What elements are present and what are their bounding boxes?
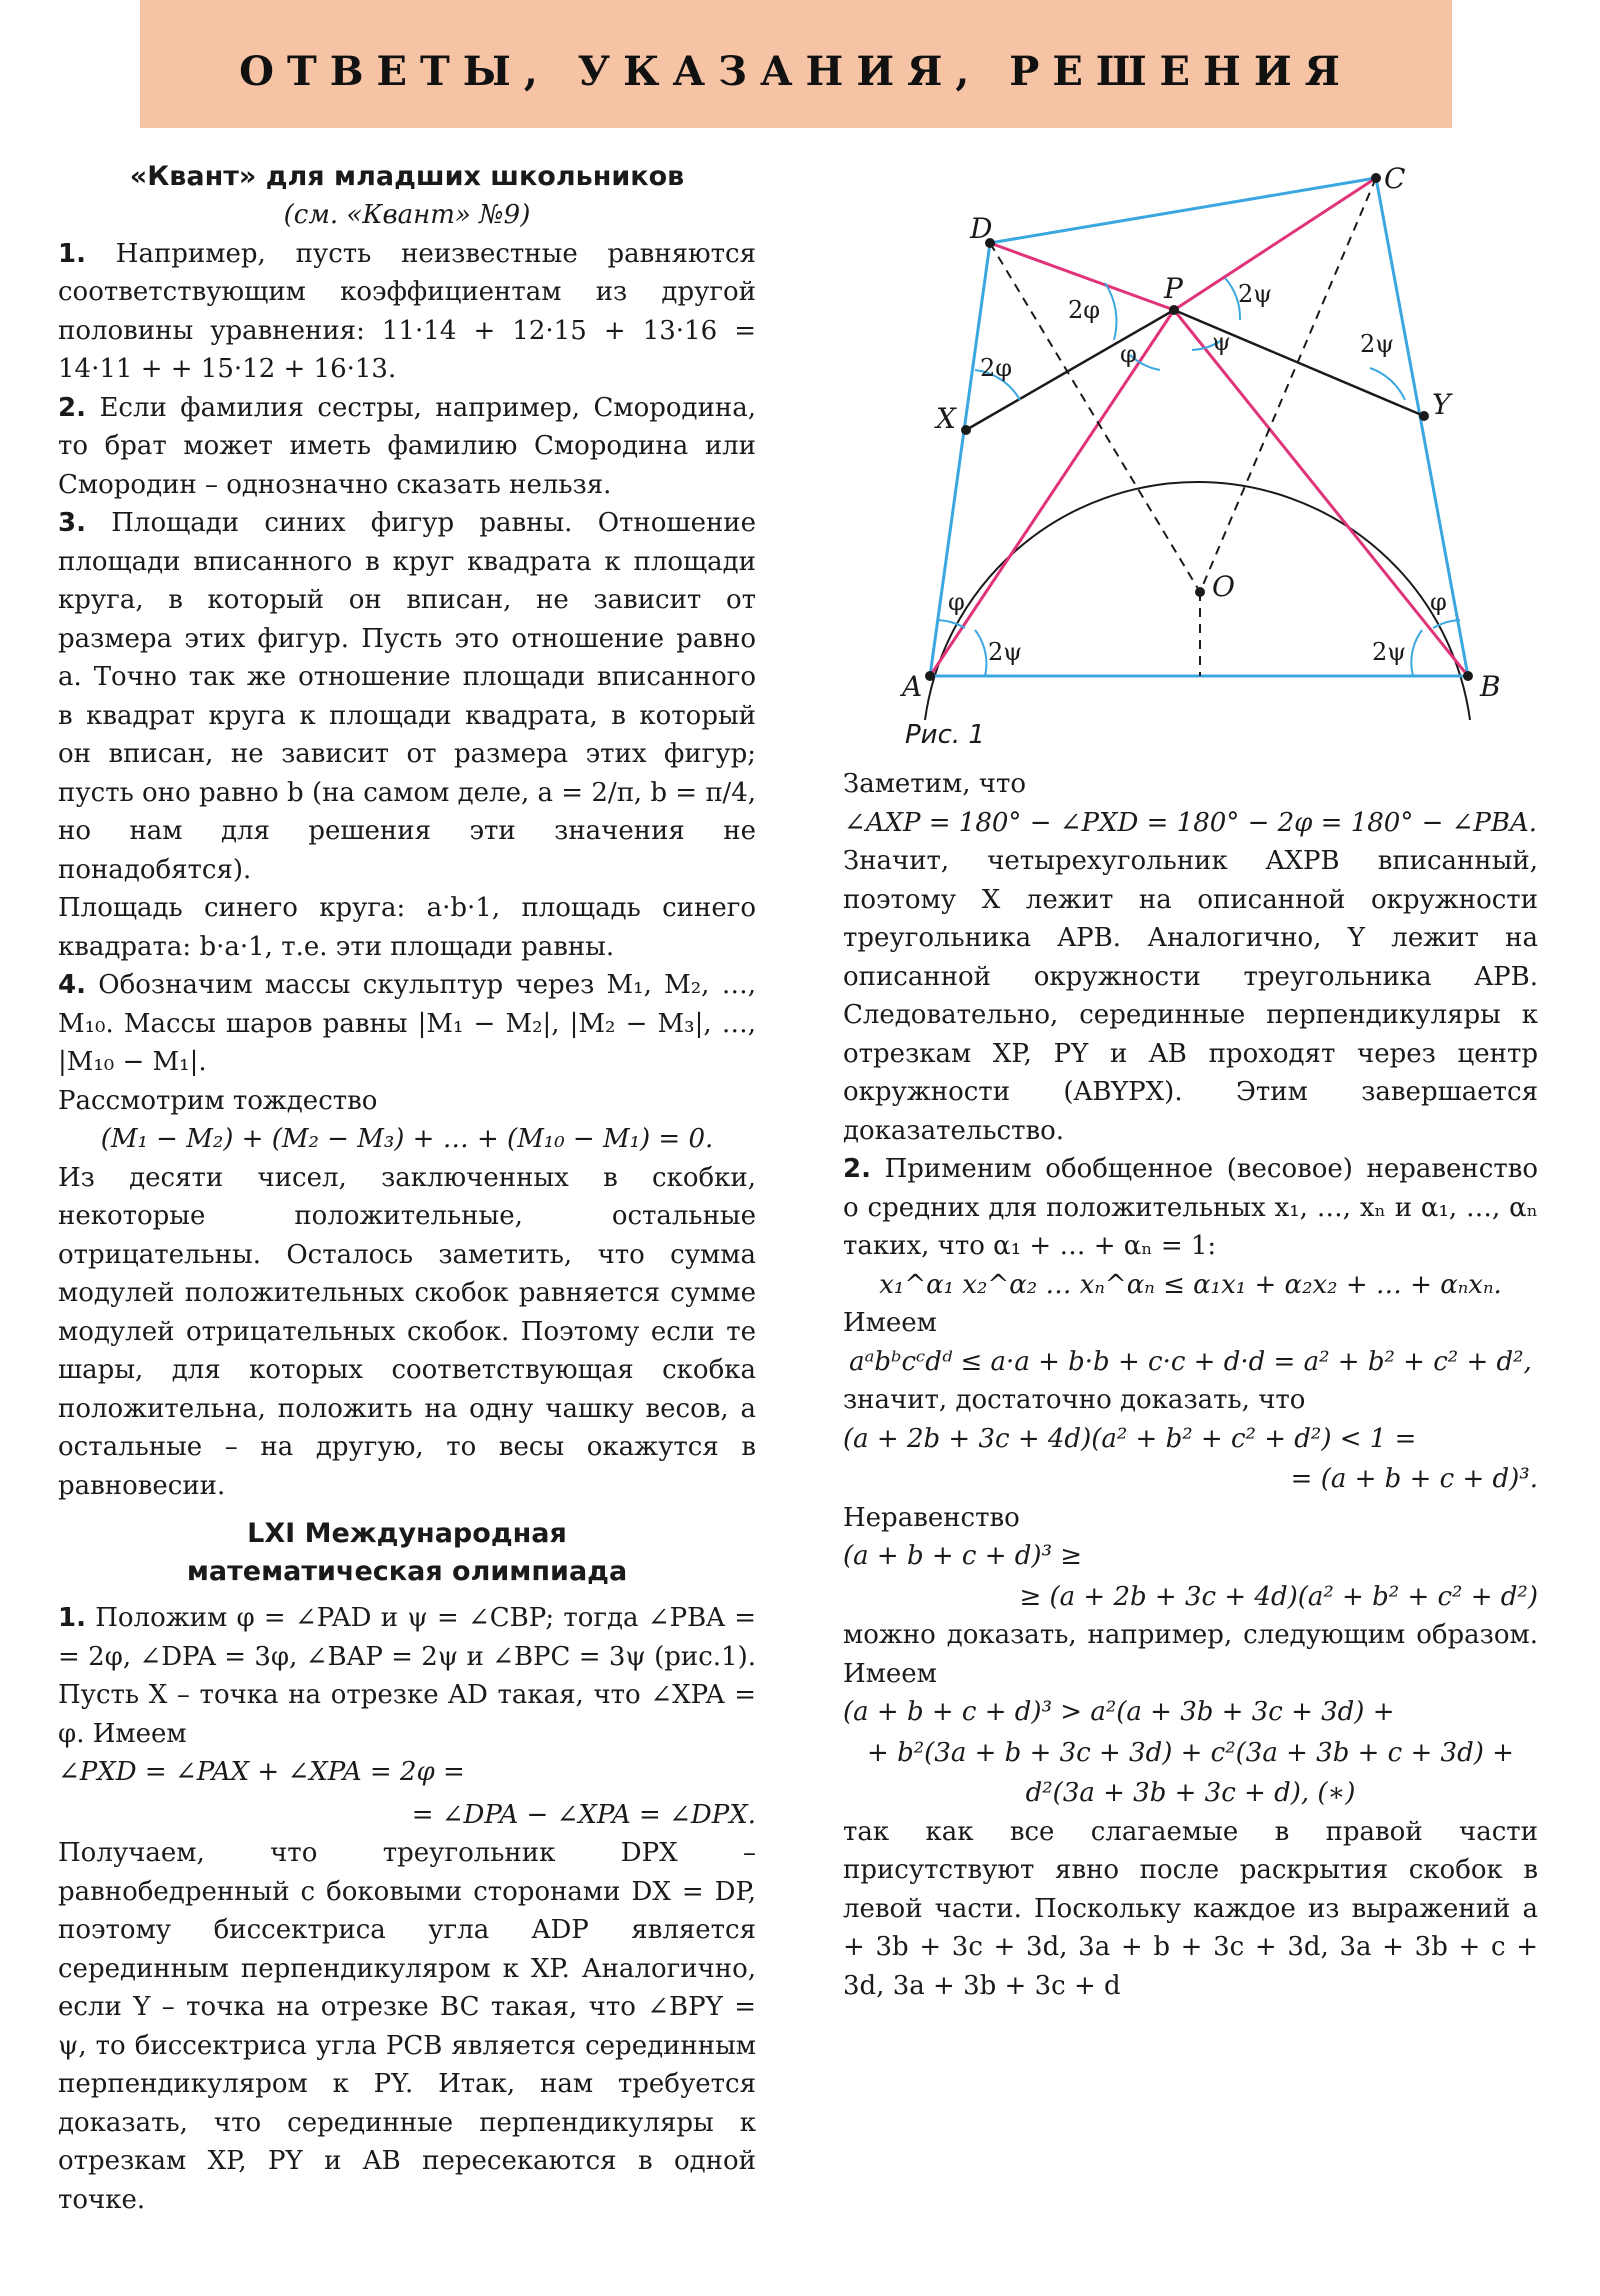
- kvant-section-subtitle: (см. «Квант» №9): [283, 200, 531, 230]
- item-number: 1.: [58, 1603, 86, 1633]
- formula-7a: (a + b + c + d)³ > a²(a + 3b + 3c + 3d) +: [843, 1697, 1395, 1727]
- segment-cp: [1174, 178, 1376, 310]
- kvant-section-title: «Квант» для младших школьников: [129, 161, 685, 192]
- circumcircle-arc: [925, 482, 1470, 720]
- label-a: A: [902, 670, 923, 703]
- label-y: Y: [1432, 388, 1451, 421]
- kvant-consider: Рассмотрим тождество: [58, 1085, 378, 1116]
- item-number: 3.: [58, 508, 86, 538]
- kvant-identity: (M₁ − M₂) + (M₂ − M₃) + … + (M₁₀ − M₁) = 0.: [100, 1124, 714, 1154]
- figure-caption: Рис. 1: [905, 720, 985, 750]
- formula-5a: (a + 2b + 3c + 4d)(a² + b² + c² + d²) < 1 =: [843, 1423, 1417, 1454]
- formula-3: x₁^α₁ x₂^α₂ … xₙ^αₙ ≤ α₁x₁ + α₂x₂ + … + αₙxₙ.: [879, 1269, 1502, 1300]
- point-x-dot: [961, 425, 971, 435]
- paragraph-5: так как все слагаемые в правой части присутствуют явно после раскрытия скобок в левой части. Поскольку каждое из выражений a + 3b + 3c + 3d, 3a + b + 3c + 3d, 3a + 3b + c + 3d, 3a + 3b + 3c + d: [843, 1816, 1538, 2001]
- segment-bp: [1174, 310, 1468, 676]
- angle-arc: [1411, 630, 1422, 676]
- item-text: Применим обобщенное (весовое) неравенство о средних для положительных x₁, …, xₙ и α₁, …, αₙ таких, что α₁ + … + αₙ = 1:: [843, 1154, 1538, 1261]
- segment-py: [1174, 310, 1424, 416]
- formula-7c: d²(3a + 3b + 3c + d), (∗): [1025, 1778, 1356, 1808]
- item-text: Положим φ = ∠PAD и ψ = ∠CBP; тогда ∠PBA = = 2φ, ∠DPA = 3φ, ∠BAP = 2ψ и ∠BPC = 3ψ (рис.1). Пусть X – точка на отрезке AD такая, что ∠XPA = φ. Имеем: [58, 1603, 756, 1749]
- label-o: O: [1212, 570, 1235, 603]
- angle-label-2psi: 2ψ: [1372, 638, 1407, 666]
- item-number: 2.: [843, 1154, 871, 1184]
- proof-text: можно доказать, например, следующим образом. Имеем: [843, 1620, 1538, 1689]
- point-c-dot: [1371, 173, 1381, 183]
- header-band: [140, 0, 1452, 128]
- enough: значит, достаточно доказать, что: [843, 1385, 1306, 1415]
- segment-ap: [930, 310, 1174, 676]
- imo-formula-1a: ∠PXD = ∠PAX + ∠XPA = 2φ =: [58, 1757, 465, 1787]
- imo-section-title-1: LXI Международная: [247, 1518, 567, 1549]
- angle-arc: [975, 630, 986, 676]
- angle-label-2phi: 2φ: [980, 354, 1013, 382]
- point-b-dot: [1463, 671, 1473, 681]
- angle-arc: [1105, 283, 1117, 340]
- angle-label-2psi: 2ψ: [988, 638, 1023, 666]
- item-text: Например, пусть неизвестные равняются соответствующим коэффициентам из другой половины уравнения: 11·14 + 12·15 + 13·16 = 14·11 + + 15·12 + 16·13.: [58, 238, 757, 384]
- right-column: [843, 765, 1538, 2005]
- kvant-item-4: [58, 966, 756, 1082]
- angle-arc: [937, 620, 965, 628]
- point-o-dot: [1195, 587, 1205, 597]
- note: Заметим, что: [843, 769, 1027, 799]
- imo-p2: Получаем, что треугольник DPX – равнобедренный с боковыми сторонами DX = DP, поэтому биссектриса угла ADP является серединным перпендикуляром к XP. Аналогично, если Y – точка на отрезке BC такая, что ∠BPY = ψ, то биссектриса угла PCB является серединным перпендикуляром к PY. Итак, нам требуется доказать, что серединные перпендикуляры к отрезкам XP, PY и AB пересекаются в одной точке.: [58, 1838, 756, 2215]
- formula-5b: = (a + b + c + d)³.: [1290, 1464, 1538, 1494]
- item-text: Площадь синего круга: a·b·1, площадь синего квадрата: b·a·1, т.е. эти площади равны.: [58, 893, 756, 962]
- kvant-item-2: [58, 389, 756, 505]
- imo-formula-1b: = ∠DPA − ∠XPA = ∠DPX.: [411, 1799, 756, 1830]
- problem-2: [843, 1150, 1538, 1266]
- quad-side-cb: [1376, 178, 1468, 676]
- imo-section-title-2: математическая олимпиада: [186, 1556, 628, 1587]
- label-c: C: [1384, 162, 1406, 195]
- have-1: Имеем: [843, 1308, 937, 1338]
- formula-6b: ≥ (a + 2b + 3c + 4d)(a² + b² + c² + d²): [1019, 1581, 1538, 1612]
- quad-side-dc: [990, 178, 1376, 243]
- imo-p1: [58, 1599, 756, 1753]
- label-b: B: [1480, 670, 1501, 703]
- kvant-item-3: [58, 504, 756, 889]
- formula-7b: + b²(3a + b + 3c + 3d) + c²(3a + 3b + c + 3d) +: [867, 1737, 1514, 1768]
- geometry-figure: [880, 160, 1580, 760]
- point-y-dot: [1419, 411, 1429, 421]
- point-a-dot: [925, 671, 935, 681]
- angle-label-2psi: 2ψ: [1238, 280, 1273, 308]
- item-text: Если фамилия сестры, например, Смородина, то брат может иметь фамилию Смородина или Смородин – однозначно сказать нельзя.: [58, 392, 756, 500]
- formula-2: ∠AXP = 180° − ∠PXD = 180° − 2φ = 180° − ∠PBA.: [843, 807, 1538, 838]
- item-number: 2.: [58, 392, 86, 423]
- angle-label-phi: φ: [1430, 588, 1447, 616]
- label-x: X: [936, 402, 956, 435]
- angle-label-2phi: 2φ: [1068, 296, 1101, 324]
- label-p: P: [1164, 272, 1183, 305]
- angle-label-2psi: 2ψ: [1360, 330, 1395, 358]
- inequality-label: Неравенство: [843, 1502, 1020, 1533]
- label-d: D: [970, 212, 993, 245]
- item-number: 4.: [58, 970, 86, 1000]
- item-number: 1.: [58, 238, 86, 269]
- formula-4: aᵃbᵇcᶜdᵈ ≤ a·a + b·b + c·c + d·d = a² + b² + c² + d²,: [849, 1346, 1532, 1377]
- paragraph-3: Значит, четырехугольник AXPB вписанный, поэтому X лежит на описанной окружности треугольника APB. Аналогично, Y лежит на описанной окружности треугольника APB. Следовательно, серединные перпендикуляры к отрезкам XP, PY и AB проходят через центр окружности (ABYPX). Этим завершается доказательство.: [843, 846, 1538, 1146]
- kvant-item-1: [58, 235, 756, 389]
- angle-label-phi: φ: [1120, 340, 1137, 368]
- formula-6a: (a + b + c + d)³ ≥: [843, 1541, 1083, 1571]
- page-title: ОТВЕТЫ, УКАЗАНИЯ, РЕШЕНИЯ: [239, 47, 1353, 95]
- item-text: Площади синих фигур равны. Отношение площади вписанного в круг квадрата к площади круга, в который он вписан, не зависит от размера этих фигур. Пусть это отношение равно a. Точно так же отношение площади вписанного в квадрат круга к площади квадрата, в который он вписан, не зависит от размера этих фигур; пусть оно равно b (на самом деле, a = 2/π, b = π/4, но нам для решения эти значения не понадобятся).: [58, 508, 756, 885]
- angle-label-phi: φ: [948, 588, 965, 616]
- left-column: [58, 158, 756, 2219]
- kvant-conclusion: Из десяти чисел, заключенных в скобки, некоторые положительные, остальные отрицательны. Осталось заметить, что сумма модулей положительных скобок равняется сумме модулей отрицательных скобок. Поэтому если те шары, для которых соответствующая скобка положительна, положить на одну чашку весов, а остальные – на другую, то весы окажутся в равновесии.: [58, 1162, 756, 1501]
- item-text: Обозначим массы скульптур через M₁, M₂, …, M₁₀. Массы шаров равны |M₁ − M₂|, |M₂ − M₃|, …, |M₁₀ − M₁|.: [58, 970, 756, 1077]
- point-p-dot: [1169, 305, 1179, 315]
- angle-label-psi: ψ: [1212, 328, 1231, 356]
- kvant-item-3b: [58, 889, 756, 966]
